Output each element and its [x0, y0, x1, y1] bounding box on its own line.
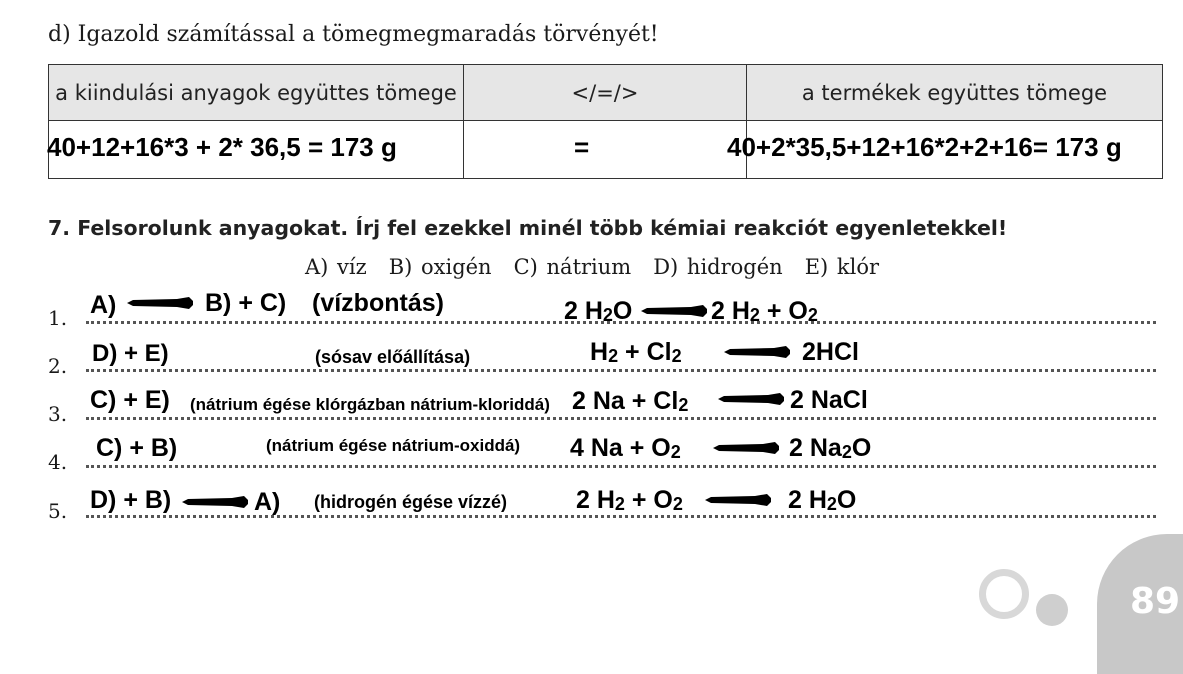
- equation-left: [564, 297, 632, 326]
- eq-sub: 2: [608, 345, 619, 366]
- eq-text: 2 H: [564, 297, 603, 325]
- eq-text: + O: [759, 297, 808, 325]
- answer-left: D) + B): [90, 486, 172, 514]
- equation-left: [572, 387, 688, 416]
- eq-text: 2 H: [788, 486, 827, 514]
- option-e: E) klór: [804, 255, 880, 279]
- equation-left: [570, 434, 681, 463]
- decorative-dot-icon: [1036, 594, 1068, 626]
- equation-right: [789, 434, 871, 463]
- equation-right: [788, 486, 856, 515]
- arrow-icon: [724, 346, 790, 358]
- equation-right: 2 NaCl: [790, 386, 868, 414]
- answer-line: [86, 369, 1156, 372]
- answer-number: 2.: [48, 354, 68, 378]
- eq-text: 2 Na + Cl: [572, 387, 679, 415]
- arrow-icon: [705, 494, 771, 506]
- table-value-row: [49, 121, 1163, 179]
- task-d-heading: d) Igazold számítással a tömegmegmaradás törvényét!: [48, 22, 659, 47]
- equation-right: 2HCl: [802, 338, 859, 366]
- eq-text: O: [836, 486, 857, 514]
- mass-conservation-table: [48, 64, 1163, 179]
- eq-sub: 2: [614, 493, 625, 514]
- answer-left-continued: A): [254, 488, 281, 516]
- eq-sub: 2: [807, 304, 818, 325]
- cell-relation: [464, 121, 747, 179]
- eq-sub: 2: [602, 304, 613, 325]
- eq-sub: 2: [671, 345, 682, 366]
- answer-number: 3.: [48, 402, 68, 426]
- answer-line: [86, 465, 1156, 468]
- reaction-label: (nátrium égése nátrium-oxiddá): [266, 436, 521, 455]
- answer-left: D) + E): [92, 340, 169, 367]
- eq-text: 2 Na: [789, 434, 842, 462]
- page-number: 89: [1130, 581, 1181, 622]
- eq-sub: 2: [672, 493, 683, 514]
- reaction-label: (nátrium égése klórgázban nátrium-kloriddá): [190, 395, 550, 414]
- option-a: A) víz: [305, 255, 367, 279]
- eq-text: O: [851, 434, 872, 462]
- products-mass-value: 40+2*35,5+12+16*2+2+16= 173 g: [727, 132, 1122, 162]
- reactants-mass-value: 40+12+16*3 + 2* 36,5 = 173 g: [47, 132, 397, 162]
- eq-text: 2 H: [576, 486, 615, 514]
- eq-text: + Cl: [618, 338, 672, 366]
- arrow-icon: [127, 297, 193, 309]
- eq-text: H: [590, 338, 609, 366]
- eq-sub: 2: [749, 304, 760, 325]
- arrow-icon: [713, 442, 779, 454]
- option-d: D) hidrogén: [653, 255, 783, 279]
- answer-left: C) + E): [90, 386, 170, 414]
- header-reactants: a kiindulási anyagok együttes tömege: [49, 65, 464, 121]
- answer-line: [86, 417, 1156, 420]
- eq-sub: 2: [670, 441, 681, 462]
- eq-text: O: [612, 297, 633, 325]
- eq-text: + O: [624, 486, 673, 514]
- substance-options: [305, 255, 879, 279]
- option-b: B) oxigén: [388, 255, 492, 279]
- equation-left: [576, 486, 683, 515]
- reaction-label: (vízbontás): [312, 289, 444, 317]
- answer-number: 4.: [48, 450, 68, 474]
- eq-sub: 2: [841, 441, 852, 462]
- reaction-label: (hidrogén égése vízzé): [314, 492, 508, 512]
- task-7-title: 7. Felsorolunk anyagokat. Írj fel ezekkel minél több kémiai reakciót egyenletekkel!: [48, 216, 1008, 240]
- equation-right: [711, 297, 818, 326]
- answer-left-continued: B) + C): [205, 289, 287, 317]
- arrow-icon: [182, 496, 248, 508]
- option-c: C) nátrium: [513, 255, 632, 279]
- arrow-icon: [718, 393, 784, 405]
- answer-left: A): [90, 291, 117, 319]
- answer-number: 1.: [48, 306, 68, 330]
- cell-reactants: [49, 121, 464, 179]
- eq-text: 4 Na + O: [570, 434, 671, 462]
- relation-value: =: [574, 132, 590, 162]
- reaction-label: (sósav előállítása): [315, 347, 471, 367]
- table-header-row: [49, 65, 1163, 121]
- arrow-icon: [641, 305, 707, 317]
- header-relation: </=/>: [464, 65, 747, 121]
- cell-products: [727, 121, 1163, 179]
- eq-sub: 2: [678, 394, 689, 415]
- answer-left: C) + B): [96, 434, 178, 462]
- eq-sub: 2: [826, 493, 837, 514]
- answer-line: [86, 515, 1156, 518]
- equation-left: [590, 338, 682, 367]
- eq-text: 2 H: [711, 297, 750, 325]
- decorative-ring-icon: [979, 569, 1029, 619]
- answer-number: 5.: [48, 499, 68, 523]
- header-products: a termékek együttes tömege: [747, 65, 1163, 121]
